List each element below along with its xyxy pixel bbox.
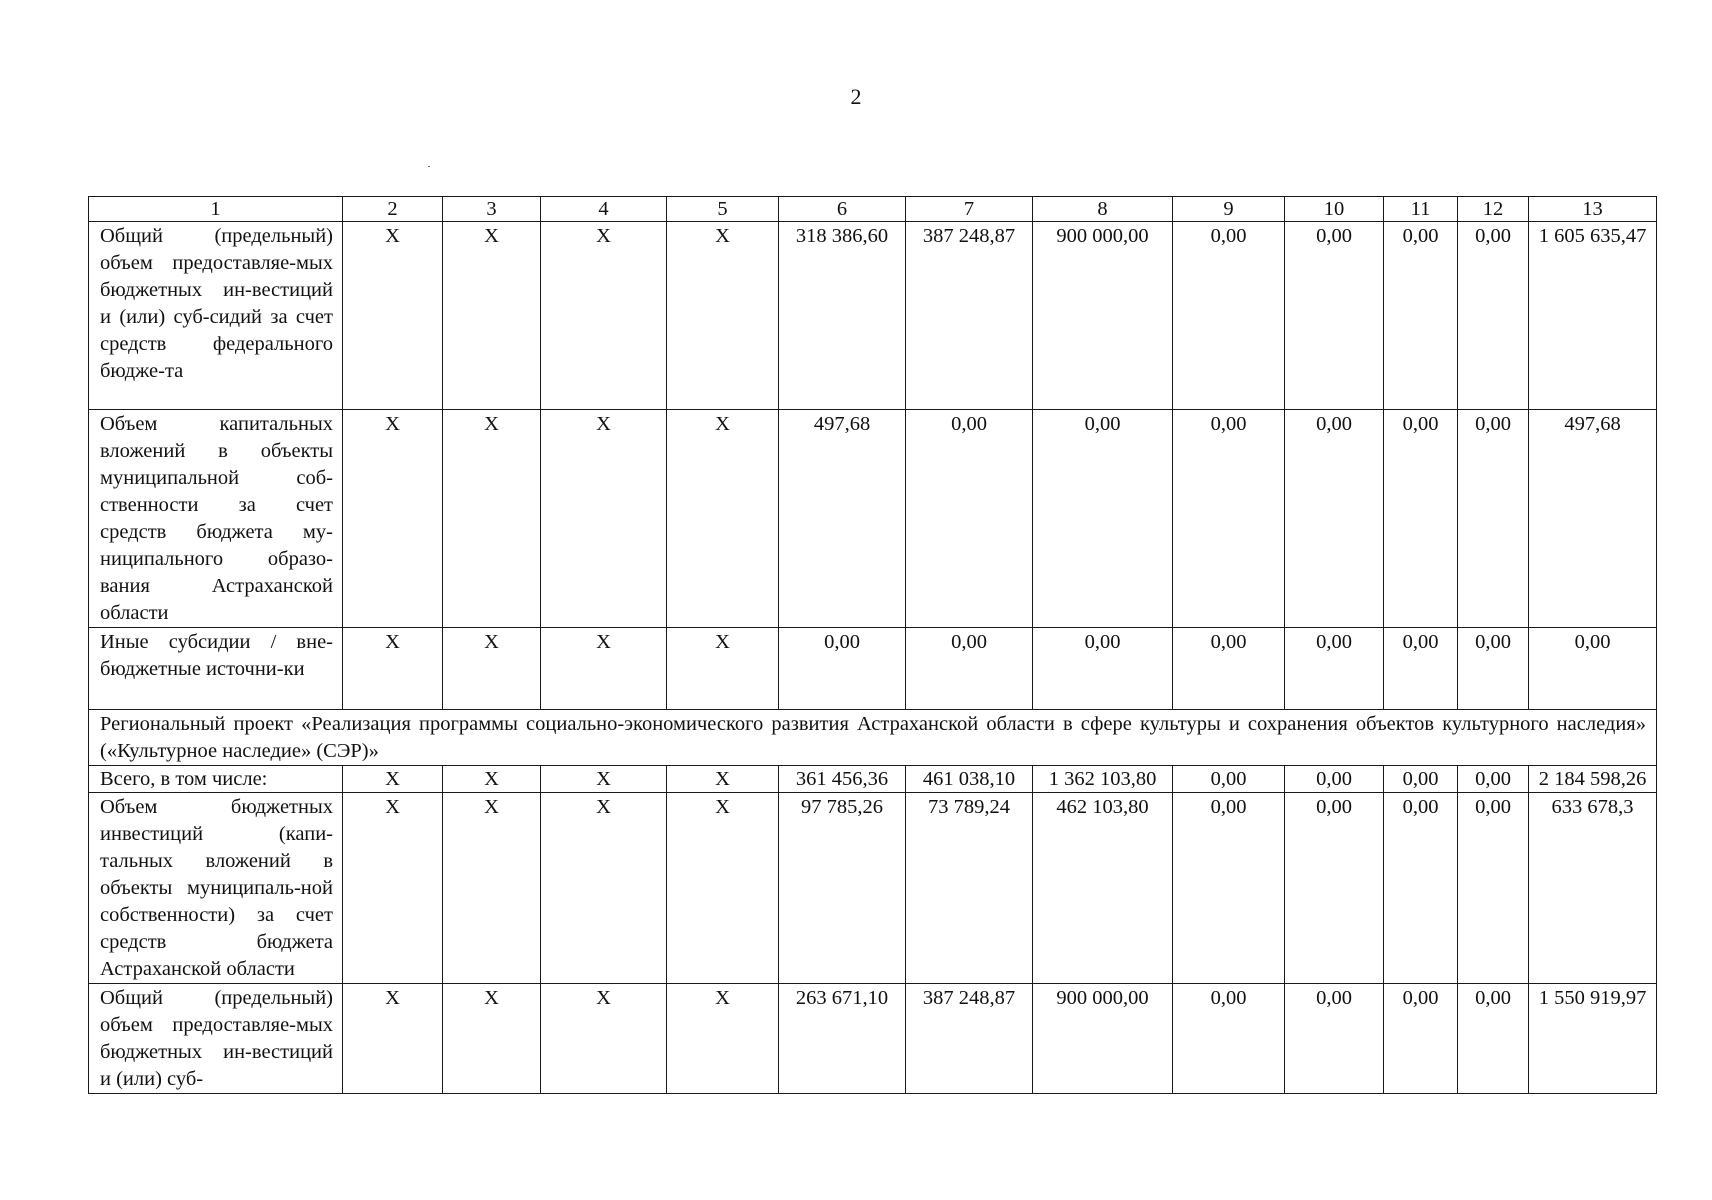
row-label: Общий (предельный) объем предоставляе-мых бюджетных ин-вестиций и (или) суб-сидий за счет средств федерального бюдже-та: [89, 222, 343, 410]
value-cell: 462 103,80: [1033, 793, 1173, 984]
value-cell: 461 038,10: [906, 766, 1033, 793]
value-cell: 900 000,00: [1033, 984, 1173, 1094]
value-cell: 0,00: [1173, 766, 1285, 793]
value-cell: 0,00: [1384, 984, 1458, 1094]
budget-table: [88, 196, 1657, 1094]
marker-cell: X: [541, 410, 667, 628]
table-body: [89, 197, 1657, 1094]
value-cell: 0,00: [906, 628, 1033, 710]
column-number: 1: [89, 197, 343, 222]
value-cell: 1 362 103,80: [1033, 766, 1173, 793]
value-cell: 1 605 635,47: [1529, 222, 1657, 410]
value-cell: 497,68: [1529, 410, 1657, 628]
value-cell: 0,00: [1384, 222, 1458, 410]
value-cell: 0,00: [1285, 628, 1384, 710]
value-cell: 73 789,24: [906, 793, 1033, 984]
value-cell: 361 456,36: [779, 766, 906, 793]
column-number: 10: [1285, 197, 1384, 222]
value-cell: 0,00: [1033, 628, 1173, 710]
page-number: 2: [850, 84, 862, 109]
column-number: 3: [443, 197, 541, 222]
value-cell: 263 671,10: [779, 984, 906, 1094]
table-row: [89, 222, 1657, 410]
value-cell: 0,00: [1285, 410, 1384, 628]
row-label: Объем бюджетных инвестиций (капи-тальных вложений в объекты муниципаль-ной собственности) за счет средств бюджета Астраханской области: [89, 793, 343, 984]
value-cell: 318 386,60: [779, 222, 906, 410]
marker-cell: X: [541, 222, 667, 410]
marker-cell: X: [667, 628, 779, 710]
value-cell: 0,00: [1173, 410, 1285, 628]
column-number-row: [89, 197, 1657, 222]
marker-cell: X: [541, 984, 667, 1094]
column-number: 9: [1173, 197, 1285, 222]
row-label: Объем капитальных вложений в объекты муниципальной соб-ственности за счет средств бюджета му-ниципального образо-вания Астраханской области: [89, 410, 343, 628]
value-cell: 0,00: [1458, 628, 1529, 710]
column-number: 13: [1529, 197, 1657, 222]
section-title: Региональный проект «Реализация программы социально-экономического развития Астраханской области в сфере культуры и сохранения объектов культурного наследия» («Культурное наследие» (СЭР)»: [89, 710, 1657, 766]
marker-cell: X: [343, 628, 443, 710]
table-row: [89, 793, 1657, 984]
marker-cell: X: [667, 984, 779, 1094]
table-row: [89, 628, 1657, 710]
column-number: 12: [1458, 197, 1529, 222]
value-cell: 0,00: [1458, 222, 1529, 410]
marker-cell: X: [343, 766, 443, 793]
column-number: 6: [779, 197, 906, 222]
column-number: 11: [1384, 197, 1458, 222]
value-cell: 0,00: [1384, 628, 1458, 710]
value-cell: 0,00: [1384, 766, 1458, 793]
marker-cell: X: [343, 222, 443, 410]
value-cell: 0,00: [1529, 628, 1657, 710]
column-number: 4: [541, 197, 667, 222]
marker-cell: X: [667, 410, 779, 628]
marker-cell: X: [443, 766, 541, 793]
value-cell: 0,00: [1285, 222, 1384, 410]
marker-cell: X: [343, 793, 443, 984]
value-cell: 0,00: [1173, 222, 1285, 410]
column-number: 2: [343, 197, 443, 222]
scan-speck: [428, 166, 430, 167]
table-row: [89, 410, 1657, 628]
row-label: Общий (предельный) объем предоставляе-мых бюджетных ин-вестиций и (или) суб-: [89, 984, 343, 1094]
marker-cell: X: [541, 766, 667, 793]
value-cell: 0,00: [1285, 766, 1384, 793]
marker-cell: X: [667, 766, 779, 793]
marker-cell: X: [667, 222, 779, 410]
column-number: 5: [667, 197, 779, 222]
marker-cell: X: [443, 984, 541, 1094]
value-cell: 0,00: [1384, 793, 1458, 984]
value-cell: 0,00: [1458, 984, 1529, 1094]
section-row: [89, 710, 1657, 766]
marker-cell: X: [343, 984, 443, 1094]
value-cell: 633 678,3: [1529, 793, 1657, 984]
total-row: [89, 766, 1657, 793]
table-row: [89, 984, 1657, 1094]
value-cell: 0,00: [1173, 984, 1285, 1094]
value-cell: 2 184 598,26: [1529, 766, 1657, 793]
value-cell: 387 248,87: [906, 984, 1033, 1094]
value-cell: 0,00: [1384, 410, 1458, 628]
marker-cell: X: [443, 793, 541, 984]
value-cell: 0,00: [1285, 793, 1384, 984]
marker-cell: X: [443, 410, 541, 628]
value-cell: 0,00: [1173, 628, 1285, 710]
row-label: Всего, в том числе:: [89, 766, 343, 793]
value-cell: 0,00: [779, 628, 906, 710]
value-cell: 0,00: [1458, 766, 1529, 793]
value-cell: 0,00: [1458, 410, 1529, 628]
value-cell: 0,00: [1458, 793, 1529, 984]
value-cell: 0,00: [906, 410, 1033, 628]
marker-cell: X: [443, 222, 541, 410]
value-cell: 0,00: [1285, 984, 1384, 1094]
marker-cell: X: [343, 410, 443, 628]
value-cell: 97 785,26: [779, 793, 906, 984]
value-cell: 0,00: [1033, 410, 1173, 628]
value-cell: 387 248,87: [906, 222, 1033, 410]
marker-cell: X: [541, 628, 667, 710]
marker-cell: X: [443, 628, 541, 710]
column-number: 8: [1033, 197, 1173, 222]
value-cell: 497,68: [779, 410, 906, 628]
value-cell: 0,00: [1173, 793, 1285, 984]
column-number: 7: [906, 197, 1033, 222]
row-label: Иные субсидии / вне-бюджетные источни-ки: [89, 628, 343, 710]
marker-cell: X: [541, 793, 667, 984]
value-cell: 900 000,00: [1033, 222, 1173, 410]
marker-cell: X: [667, 793, 779, 984]
value-cell: 1 550 919,97: [1529, 984, 1657, 1094]
